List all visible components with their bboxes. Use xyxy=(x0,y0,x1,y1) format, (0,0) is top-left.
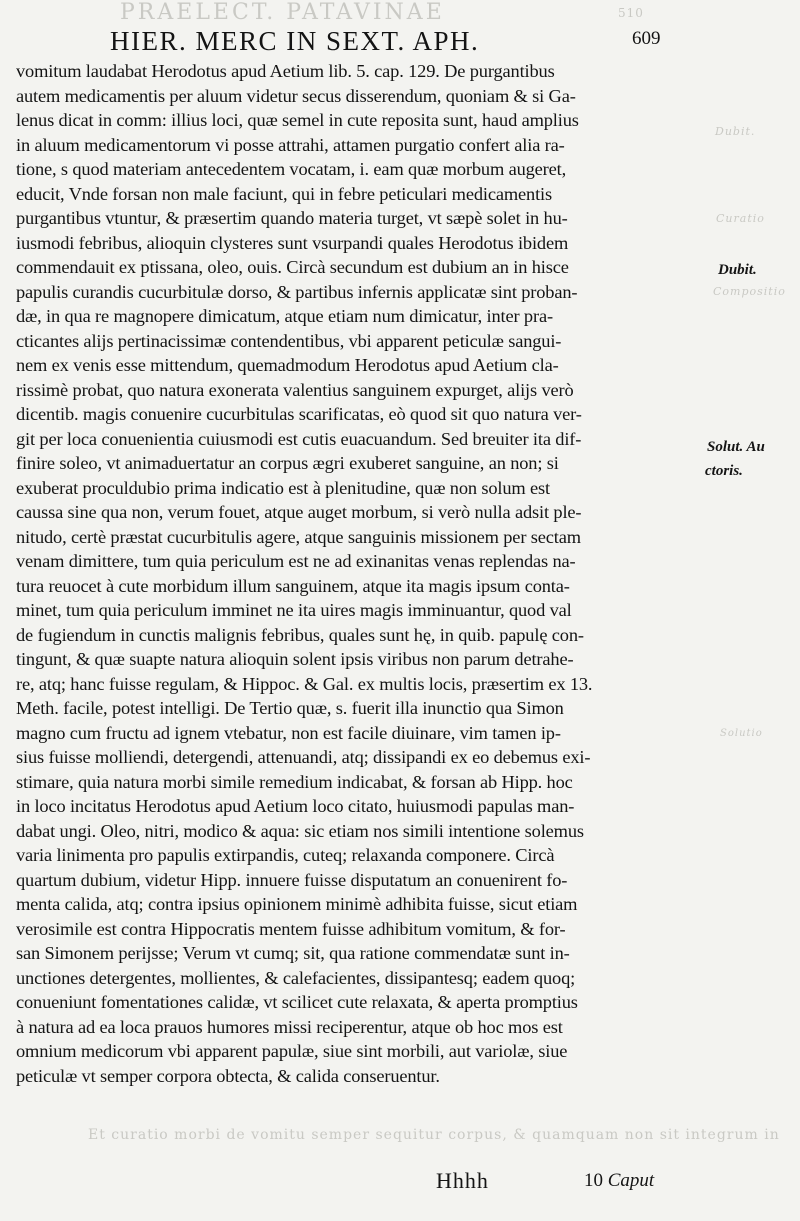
running-head: HIER. MERC IN SEXT. APH. xyxy=(110,26,480,56)
show-through-bottom: Et curatio morbi de vomitu semper sequitur corpus, & quamquam non sit integrum in xyxy=(88,1127,780,1143)
text-line: vomitum laudabat Herodotus apud Aetium lib. 5. cap. 129. De purgantibus xyxy=(16,61,555,81)
show-through-folio: 510 xyxy=(618,6,644,20)
text-line: lenus dicat in comm: illius loci, quæ semel in cute reposita sunt, haud amplius xyxy=(16,110,579,130)
show-through-header: PRAELECT. PATAVINAE xyxy=(120,0,445,25)
page-number: 609 xyxy=(632,28,661,49)
margin-note-solutio-1: Solut. Au xyxy=(707,439,765,455)
text-line: commendauit ex ptissana, oleo, ouis. Circà secundum est dubium an in hisce xyxy=(16,257,569,277)
text-line: tingunt, & quæ suapte natura alioquin solent ipsis viribus non parum detrahe- xyxy=(16,649,574,669)
text-line: de fugiendum in cunctis malignis febribus, quales sunt hę, in quib. papulę con- xyxy=(16,624,584,645)
show-through-note-4: Solutio xyxy=(720,728,763,739)
show-through-note-2: Curatio xyxy=(716,212,765,225)
text-line: nitudo, certè præstat cucurbitulis agere, atque sanguinis missionem per sectam xyxy=(16,526,581,547)
text-line: sius fuisse molliendi, detergendi, attenuandi, atq; dissipandi ex eo debemus exi- xyxy=(16,747,591,767)
text-line: conueniunt fomentationes calidæ, vt scilicet cute relaxata, & aperta promptius xyxy=(16,992,578,1012)
text-line: magno cum fructu ad ignem vtebatur, non est facile diuinare, vim tamen ip- xyxy=(16,722,561,743)
text-line: re, atq; hanc fuisse regulam, & Hippoc. & Gal. ex multis locis, præsertim ex 13. xyxy=(16,673,593,694)
text-line: educit, Vnde forsan non male faciunt, qui in febre peticulari medicamentis xyxy=(16,183,553,204)
catchword xyxy=(584,1170,654,1192)
text-line: exuberat proculdubio prima indicatio est à plenitudine, quæ non solum est xyxy=(16,477,551,498)
text-line: san Simonem perijsse; Verum vt cumq; sit, qua ratione commendatæ sunt in- xyxy=(16,943,570,963)
text-line: omnium medicorum vbi apparent papulæ, siue sint morbili, aut variolæ, siue xyxy=(16,1041,568,1061)
margin-note-solutio-2: ctoris. xyxy=(705,463,743,479)
signature-mark: Hhhh xyxy=(436,1168,489,1193)
text-line: autem medicamentis per aluum videtur secus disserendum, quoniam & si Ga- xyxy=(16,85,576,106)
text-line: verosimile est contra Hippocratis mentem fuisse adhibitum vomitum, & for- xyxy=(16,918,566,939)
text-line: iusmodi febribus, alioquin clysteres sunt vsurpandi quales Herodotus ibidem xyxy=(16,232,569,253)
text-line: stimare, quia natura morbi simile remedium indicabat, & forsan ab Hipp. hoc xyxy=(16,771,573,792)
catchword-text: Caput xyxy=(607,1170,655,1191)
show-through-note-1: Dubit. xyxy=(715,125,756,138)
text-line: finire soleo, vt animaduertatur an corpus ægri exuberet sanguine, an non; si xyxy=(16,453,559,473)
text-line: Meth. facile, potest intelligi. De Tertio quæ, s. fuerit illa inunctio qua Simon xyxy=(16,698,564,718)
text-line: purgantibus vtuntur, & præsertim quando materia turget, vt sæpè solet in hu- xyxy=(16,208,568,228)
text-line: venam dimittere, tum quia periculum est ne ad exinanitas venas replendas na- xyxy=(16,551,576,571)
text-line: nem ex venis esse mittendum, quemadmodum Herodotus apud Aetium cla- xyxy=(16,355,559,375)
text-line: in loco incitatus Herodotus apud Aetium loco citato, huiusmodi papulas man- xyxy=(16,796,575,816)
text-line: à natura ad ea loca prauos humores missi reciperentur, atque ob hoc mos est xyxy=(16,1016,563,1037)
body-text xyxy=(16,59,710,1088)
text-line: cticantes alijs pertinacissimæ contendentibus, vbi apparent peticulæ sangui- xyxy=(16,330,562,351)
margin-note-dubit: Dubit. xyxy=(718,262,757,278)
text-line: papulis curandis cucurbitulæ dorso, & partibus infernis applicatæ sint proban- xyxy=(16,281,578,302)
catchword-number: 10 xyxy=(584,1170,603,1191)
text-line: menta calida, atq; contra ipsius opinionem minimè adhibita fuisse, sicut etiam xyxy=(16,894,578,914)
text-line: caussa sine qua non, verum fouet, atque auget morbum, si verò nulla adsit ple- xyxy=(16,502,582,522)
text-line: varia linimenta pro papulis extirpandis, cuteq; relaxanda componere. Circà xyxy=(16,845,555,865)
text-line: quartum dubium, videtur Hipp. innuere fuisse disputatum an conuenirent fo- xyxy=(16,869,568,890)
text-line: in aluum medicamentorum vi posse attrahi, attamen purgatio confert alia ra- xyxy=(16,134,565,155)
text-line: peticulæ vt semper corpora obtecta, & calida conseruentur. xyxy=(16,1065,440,1086)
text-line: minet, tum quia periculum imminet ne ita uires magis imminuantur, quod val xyxy=(16,600,572,620)
show-through-note-3: Compositio xyxy=(713,285,786,298)
text-line: tione, s quod materiam antecedentem vocatam, i. eam quæ morbum augeret, xyxy=(16,159,567,179)
text-line: rissimè probat, quo natura exonerata valentius sanguinem expurget, alijs verò xyxy=(16,379,574,400)
text-line: dæ, in qua re magnopere dimicatum, atque etiam num dimicatur, inter pra- xyxy=(16,306,553,326)
text-line: unctiones detergentes, mollientes, & calefacientes, dissipantesq; eadem quoq; xyxy=(16,967,576,988)
text-line: dicentib. magis conuenire cucurbitulas scarificatas, eò quod sit quo natura ver- xyxy=(16,404,582,424)
text-line: tura reuocet à cute morbidum illum sanguinem, atque ita magis ipsum conta- xyxy=(16,575,570,596)
text-line: git per loca conuenientia cuiusmodi est cutis euacuandum. Sed breuiter ita dif- xyxy=(16,428,582,449)
text-line: dabat ungi. Oleo, nitri, modico & aqua: sic etiam nos simili intentione solemus xyxy=(16,820,584,841)
